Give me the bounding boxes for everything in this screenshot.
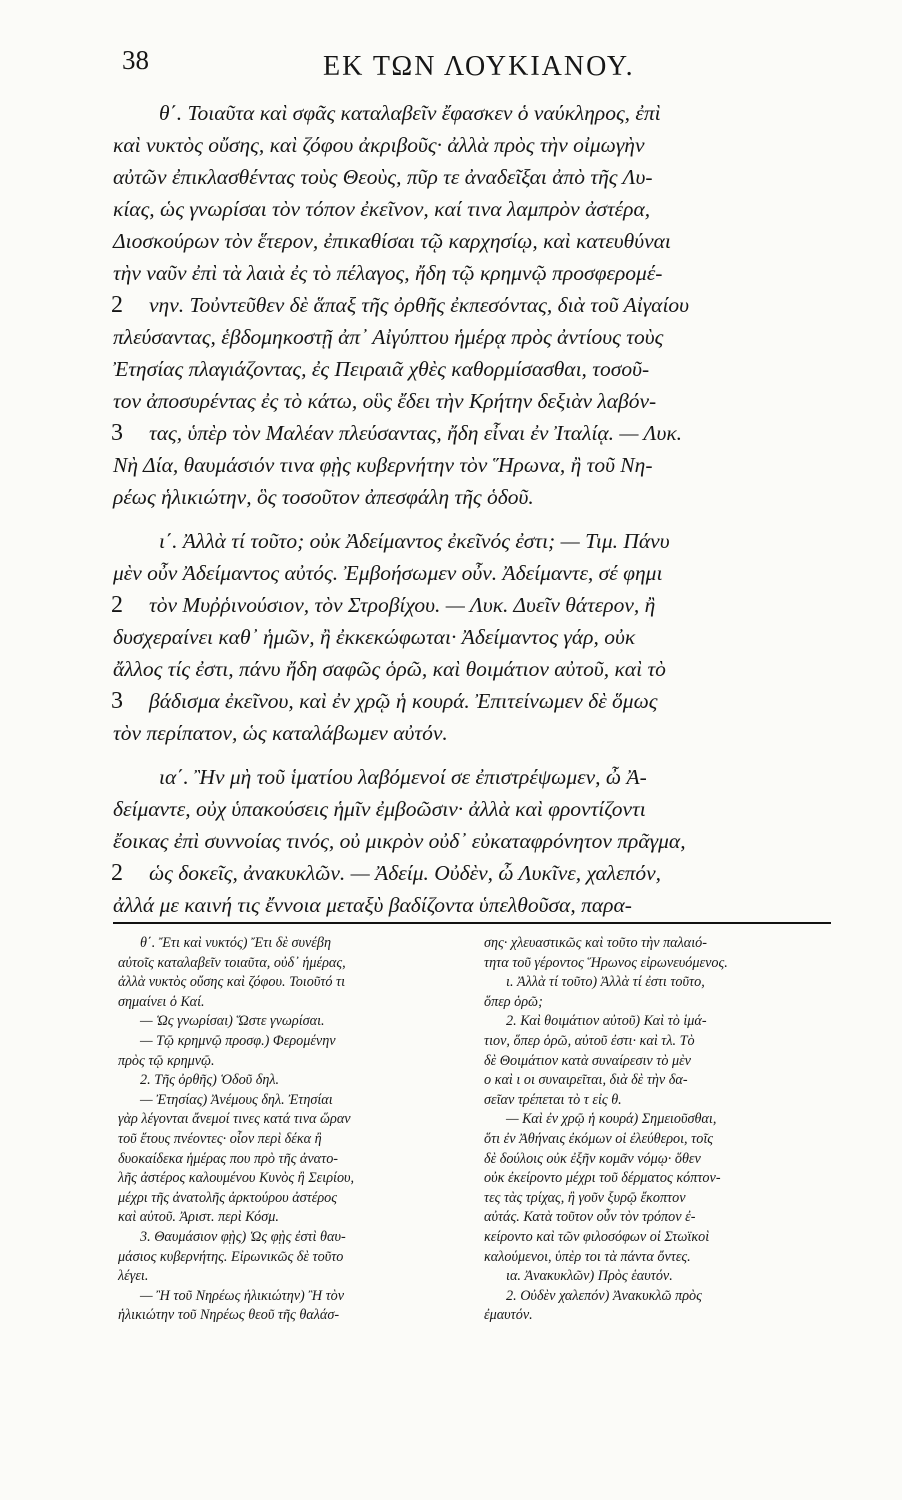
page-header xyxy=(0,45,902,95)
line-text: μὲν οὖν Ἀδείμαντος αὐτός. Ἐμβοήσωμεν οὖν. Ἀδείμαντε, σέ φημι xyxy=(113,561,663,585)
text-line xyxy=(113,621,833,653)
footnote-line: μέχρι τῆς ἀνατολῆς ἀρκτούρου ἀστέρος xyxy=(118,1189,338,1206)
line-text: Ἐτησίας πλαγιάζοντας, ἐς Πειραιᾶ χθὲς καθορμίσασθαι, τοσοῦ- xyxy=(113,357,650,381)
line-text: θ΄. Τοιαῦτα καὶ σφᾶς καταλαβεῖν ἔφασκεν ὁ ναύκληρος, ἐπὶ xyxy=(159,101,661,125)
footnote-line: — Καὶ ἐν χρῷ ἡ κουρά) Σημειοῦσθαι, xyxy=(506,1111,717,1128)
line-text: Νὴ Δία, θαυμάσιόν τινα φῂς κυβερνήτην τὸν Ἥρωνα, ἢ τοῦ Νη- xyxy=(113,453,653,477)
text-line xyxy=(113,385,833,417)
footnote-line: — Τῷ κρημνῷ προσφ.) Φερομένην xyxy=(140,1032,336,1049)
line-text: ια΄. Ἢν μὴ τοῦ ἱματίου λαβόμενοί σε ἐπιστρέψωμεν, ὦ Ἀ- xyxy=(159,765,647,789)
line-marker: 2 xyxy=(111,860,123,886)
line-marker: 2 xyxy=(111,592,123,618)
footnote-line: ὅτι ἐν Ἀθήναις ἐκόμων οἱ ἐλεύθεροι, τοῖς xyxy=(484,1130,714,1147)
footnote-line: λέγει. xyxy=(118,1268,149,1285)
footnote-line: ἀλλὰ νυκτὸς οὔσης καὶ ζόφου. Τοιοῦτό τι xyxy=(118,974,346,991)
footnote-line: μάσιος κυβερνήτης. Εἰρωνικῶς δὲ τοῦτο xyxy=(118,1248,344,1265)
footnote-line: οὐκ ἐκείροντο μέχρι τοῦ δέρματος κόπτον- xyxy=(484,1170,721,1187)
footnote-line: ὅπερ ὁρῶ; xyxy=(484,993,543,1010)
footnote-line: 2. Καὶ θοιμάτιον αὐτοῦ) Καὶ τὸ ἱμά- xyxy=(506,1013,707,1030)
footnote-line: ι. Ἀλλὰ τί τοῦτο) Ἀλλὰ τί ἐστι τοῦτο, xyxy=(506,974,705,991)
line-text: ἔοικας ἐπὶ συννοίας τινός, οὐ μικρὸν οὐδ᾽ εὐκαταφρόνητον πρᾶγμα, xyxy=(113,829,686,853)
section-10 xyxy=(113,525,833,749)
footnote-line: καὶ αὐτοῦ. Ἀριστ. περὶ Κόσμ. xyxy=(118,1209,279,1226)
footnote-line: λῆς ἀστέρος καλουμένου Κυνὸς ἢ Σειρίου, xyxy=(118,1170,355,1187)
line-text: ρέως ἡλικιώτην, ὃς τοσοῦτον ἀπεσφάλη τῆς ὁδοῦ. xyxy=(113,485,534,509)
footnote-line: τητα τοῦ γέροντος Ἥρωνος εἰρωνευόμενος. xyxy=(484,954,728,971)
line-marker: 3 xyxy=(111,420,123,446)
footnotes-left-column xyxy=(118,934,470,1326)
line-text: ι΄. Ἀλλὰ τί τοῦτο; οὐκ Ἀδείμαντος ἐκεῖνός ἐστι; — Τιμ. Πάνυ xyxy=(159,529,670,553)
text-line xyxy=(113,289,833,321)
line-text: τας, ὑπὲρ τὸν Μαλέαν πλεύσαντας, ἤδη εἶναι ἐν Ἰταλίᾳ. — Λυκ. xyxy=(149,421,683,445)
footnote-line: — Ὡς γνωρίσαι) Ὥστε γνωρίσαι. xyxy=(140,1013,325,1030)
footnote-line: σημαίνει ὁ Καί. xyxy=(118,993,205,1010)
text-line xyxy=(113,525,833,557)
footnote-line: δὲ Θοιμάτιον κατὰ συναίρεσιν τὸ μὲν xyxy=(484,1052,691,1069)
line-text: τὴν ναῦν ἐπὶ τὰ λαιὰ ἐς τὸ πέλαγος, ἤδη τῷ κρημνῷ προσφερομέ- xyxy=(113,261,663,285)
text-line xyxy=(113,793,833,825)
line-text: τὸν περίπατον, ὡς καταλάβωμεν αὐτόν. xyxy=(113,721,448,745)
footnote-line: κείροντο καὶ τῶν φιλοσόφων οἱ Στωϊκοὶ xyxy=(484,1228,710,1245)
text-line xyxy=(113,321,833,353)
line-text: πλεύσαντας, ἑβδομηκοστῇ ἀπ᾽ Αἰγύπτου ἡμέρᾳ πρὸς ἀντίους τοὺς xyxy=(113,325,664,349)
footnote-line: σεῖαν τρέπεται τὸ τ εἰς θ. xyxy=(484,1091,622,1108)
text-line xyxy=(113,257,833,289)
footnote-line: — Ἐτησίας) Ἀνέμους δηλ. Ἐτησίαι xyxy=(140,1091,333,1108)
text-line xyxy=(113,161,833,193)
text-line xyxy=(113,225,833,257)
text-line xyxy=(113,97,833,129)
footnote-line: ἐμαυτόν. xyxy=(484,1307,533,1324)
text-line xyxy=(113,449,833,481)
footnote-line: σης· χλευαστικῶς καὶ τοῦτο τὴν παλαιό- xyxy=(484,935,707,951)
line-text: νην. Τοὐντεῦθεν δὲ ἅπαξ τῆς ὀρθῆς ἐκπεσόντας, διὰ τοῦ Αἰγαίου xyxy=(149,293,690,317)
footnote-line: δυοκαίδεκα ἡμέρας που πρὸ τῆς ἀνατο- xyxy=(118,1150,339,1167)
line-text: τὸν Μυῤῥινούσιον, τὸν Στροβίχου. — Λυκ. Δυεῖν θάτερον, ἢ xyxy=(149,593,656,617)
footnote-line: καλούμενοι, ὑπὲρ τοι τὰ πάντα ὄντες. xyxy=(484,1248,691,1265)
footnote-divider xyxy=(113,922,831,924)
text-line xyxy=(113,353,833,385)
text-line xyxy=(113,717,833,749)
section-9 xyxy=(113,97,833,513)
line-text: βάδισμα ἐκεῖνου, καὶ ἐν χρῷ ἡ κουρά. Ἐπιτείνωμεν δὲ ὅμως xyxy=(149,689,658,713)
line-text: καὶ νυκτὸς οὔσης, καὶ ζόφου ἀκριβοῦς· ἀλλὰ πρὸς τὴν οἰμωγὴν xyxy=(113,133,645,157)
line-text: ἀλλά με καινή τις ἔννοια μεταξὺ βαδίζοντα ὑπελθοῦσα, παρα- xyxy=(113,893,632,917)
footnote-line: γὰρ λέγονται ἄνεμοί τινες κατά τινα ὥραν xyxy=(118,1111,351,1128)
main-text xyxy=(113,97,833,933)
footnote-line: δὲ δούλοις οὐκ ἐξῆν κομᾶν νόμῳ· ὅθεν xyxy=(484,1150,701,1167)
footnote-line: ια. Ἀνακυκλῶν) Πρὸς ἑαυτόν. xyxy=(506,1268,673,1285)
footnote-line: — Ἢ τοῦ Νηρέως ἡλικιώτην) Ἢ τὸν xyxy=(140,1287,345,1304)
text-line xyxy=(113,481,833,513)
footnote-line: αὐτάς. Κατὰ τοῦτον οὖν τὸν τρόπον ἐ- xyxy=(484,1209,696,1226)
line-text: ἄλλος τίς ἐστι, πάνυ ἤδη σαφῶς ὁρῶ, καὶ θοιμάτιον αὐτοῦ, καὶ τὸ xyxy=(113,657,666,681)
line-marker: 3 xyxy=(111,688,123,714)
text-line xyxy=(113,653,833,685)
text-line xyxy=(113,825,833,857)
text-line xyxy=(113,589,833,621)
text-line xyxy=(113,685,833,717)
text-line xyxy=(113,761,833,793)
line-text: τον ἀποσυρέντας ἐς τὸ κάτω, οὓς ἔδει τὴν Κρήτην δεξιὰν λαβόν- xyxy=(113,389,657,413)
line-text: δείμαντε, οὐχ ὑπακούσεις ἡμῖν ἐμβοῶσιν· ἀλλὰ καὶ φροντίζοντι xyxy=(113,797,646,821)
line-text: δυσχεραίνει καθ᾽ ἡμῶν, ἢ ἐκκεκώφωται· Ἀδείμαντος γάρ, οὐκ xyxy=(113,625,636,649)
footnote-line: τες τὰς τρίχας, ἢ γοῦν ξυρῷ ἔκοπτον xyxy=(484,1189,686,1206)
footnote-line: πρὸς τῷ κρημνῷ. xyxy=(118,1052,215,1069)
text-line xyxy=(113,557,833,589)
line-text: ὡς δοκεῖς, ἀνακυκλῶν. — Ἀδείμ. Οὐδὲν, ὦ Λυκῖνε, χαλεπόν, xyxy=(149,861,662,885)
footnote-line: ο καὶ ι οι συναιρεῖται, διὰ δὲ τὴν δα- xyxy=(484,1072,688,1089)
line-marker: 2 xyxy=(111,292,123,318)
section-11 xyxy=(113,761,833,921)
footnote-line: 3. Θαυμάσιον φῂς) Ὡς φῂς ἐστὶ θαυ- xyxy=(140,1228,346,1245)
footnote-line: τιον, ὅπερ ὁρῶ, αὐτοῦ ἐστι· καὶ τλ. Τὸ xyxy=(484,1032,695,1049)
footnote-line: 2. Οὐδὲν χαλεπόν) Ἀνακυκλῶ πρὸς xyxy=(506,1287,702,1304)
text-line xyxy=(113,129,833,161)
footnote-line: ἡλικιώτην τοῦ Νηρέως θεοῦ τῆς θαλάσ- xyxy=(118,1307,340,1324)
text-line xyxy=(113,889,833,921)
running-title: ΕΚ ΤΩΝ ΛΟΥΚΙΑΝΟΥ. xyxy=(323,51,635,82)
text-line xyxy=(113,417,833,449)
footnote-line: 2. Τῆς ὀρθῆς) Ὁδοῦ δηλ. xyxy=(140,1072,280,1089)
line-text: κίας, ὡς γνωρίσαι τὸν τόπον ἐκεῖνον, καί τινα λαμπρὸν ἀστέρα, xyxy=(113,197,651,221)
text-line xyxy=(113,193,833,225)
line-text: Διοσκούρων τὸν ἕτερον, ἐπικαθίσαι τῷ καρχησίῳ, καὶ κατευθύναι xyxy=(113,229,671,253)
footnote-line: τοῦ ἔτους πνέοντες· οἷον περὶ δέκα ἢ xyxy=(118,1130,322,1147)
line-text: αὐτῶν ἐπικλασθέντας τοὺς Θεοὺς, πῦρ τε ἀναδεῖξαι ἀπὸ τῆς Λυ- xyxy=(113,165,653,189)
footnotes-right-column xyxy=(484,934,834,1326)
page-number: 38 xyxy=(122,45,149,75)
footnote-line: αὐτοῖς καταλαβεῖν τοιαῦτα, οὐδ᾽ ἡμέρας, xyxy=(118,954,346,971)
text-line xyxy=(113,857,833,889)
footnote-line: θ΄. Ἔτι καὶ νυκτός) Ἔτι δὲ συνέβη xyxy=(140,935,331,951)
